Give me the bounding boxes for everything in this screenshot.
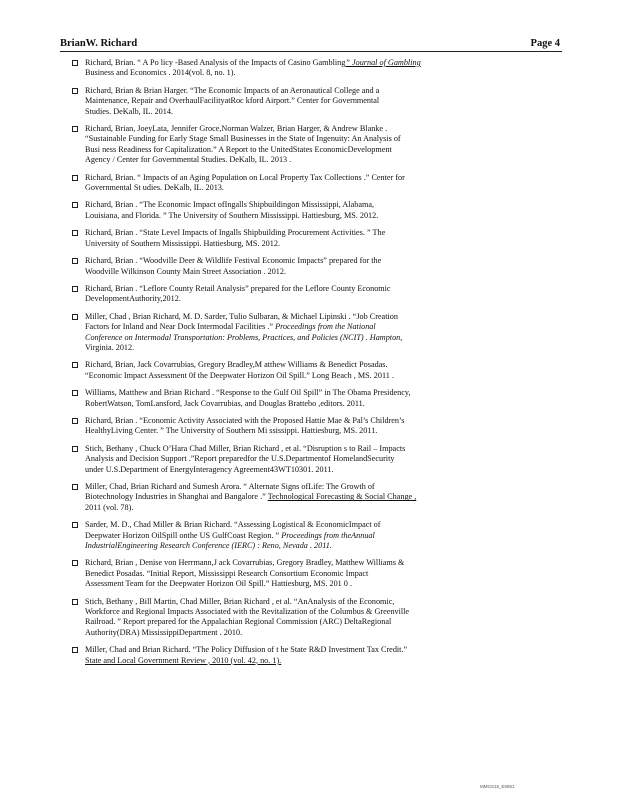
entry-text: Richard, Brian, JoeyLata, Jennifer Groce,Norman Walzer, Brian Harger, & Andrew Blanke . (85, 124, 388, 134)
entry-text: Woodville Wilkinson County Main Street Association . 2012. (85, 266, 287, 276)
publication-entry (72, 444, 562, 475)
entry-text: “Economic Impact Assessment 0f the Deepwater Horizon Oil Spill.” Long Beach , MS. 2011 . (85, 370, 394, 380)
entry-text: Virginia. 2012. (85, 342, 135, 352)
bullet-icon (72, 88, 78, 94)
publication-entry (72, 312, 562, 354)
bullet-icon (72, 230, 78, 236)
entry-text: Williams, Matthew and Brian Richard . “Response to the Gulf Oil Spill” in The Obama Presidency, (85, 388, 411, 398)
bullet-icon (72, 446, 78, 452)
bullet-icon (72, 390, 78, 396)
entry-text: Richard, Brian. “ Impacts of an Aging Population on Local Property Tax Collections .” Center for (85, 172, 405, 182)
entry-text: Miller, Chad and Brian Richard. “The Policy Diffusion of t he State R&D Investment Tax Credit.” (85, 645, 408, 655)
entry-text: Maintenance, Repair and OverhaulFacilityatRoc kford Airport.” Center for Governmental (85, 96, 380, 106)
bullet-icon (72, 286, 78, 292)
bullet-icon (72, 202, 78, 208)
entry-text: Richard, Brian , Denise von Herrmann,J ack Covarrubias, Gregory Bradley, Matthew Williams & (85, 558, 405, 568)
entry-text: Richard, Brian . “The Economic Impact ofIngalls Shipbuildingon Mississippi, Alabama, (85, 200, 375, 210)
entry-text: Factors for Inland and Near Dock Intermodal Facilities .” (85, 322, 274, 332)
bullet-icon (72, 647, 78, 653)
entry-text: Busi ness Readiness for Capitalization.” A Report to the UnitedStates EconomicDevelopment (85, 144, 392, 154)
entry-text: under U.S.Department of EnergyInteragency Agreement43WT10301. 2011. (85, 464, 334, 474)
conference-title: Conference on Intermodal Transportation: Problems, Practices, and Policies (NCIT) . Hampton, (85, 332, 403, 342)
bullet-icon (72, 484, 78, 490)
entry-text: Business and Economics . 2014(vol. 8, no. 1). (85, 68, 236, 78)
journal-title: ” Journal of Gambling (345, 58, 421, 67)
journal-title: State and Local Government Review , 2010 (vol. 42, no. 1). (85, 655, 282, 665)
author-name: BrianW. Richard (60, 38, 138, 49)
publication-entry (72, 558, 562, 589)
entry-text: Richard, Brian & Brian Harger. “The Economic Impacts of an Aeronautical College and a (85, 85, 380, 95)
publication-entry (72, 58, 562, 79)
entry-text: “Sustainable Funding for Early Stage Small Businesses in the State of Ingenuity: An Analysis of (85, 134, 401, 144)
entry-text: Stich, Bethany , Bill Martin, Chad Miller, Brian Richard , et al. “AnAnalysis of the Economic, (85, 596, 395, 606)
entry-text: Analysis and Decision Support .”Report preparedfor the U.S.Departmentof HomelandSecurity (85, 454, 395, 464)
entry-text: Agency / Center for Governmental Studies. DeKalb, IL. 2013 . (85, 155, 292, 165)
publication-list (72, 58, 562, 673)
publication-entry (72, 597, 562, 639)
conference-title: IndustrialEngineering Research Conference (IERC) : Reno, Nevada . 2011. (85, 541, 332, 551)
entry-text: Miller, Chad, Brian Richard and Sumesh Arora. “ Alternate Signs ofLife: The Growth of (85, 482, 375, 491)
entry-text: HealthyLiving Center. ” The University of Southern Mi ssissippi. Hattiesburg, MS. 2011. (85, 426, 378, 436)
publication-entry (72, 86, 562, 117)
bullet-icon (72, 362, 78, 368)
publication-entry (72, 256, 562, 277)
publication-entry (72, 228, 562, 249)
header-divider (60, 51, 562, 52)
entry-text: Governmental St udies. DeKalb, IL. 2013. (85, 183, 224, 193)
entry-text: DevelopmentAuthority,2012. (85, 294, 181, 304)
entry-text: Miller, Chad , Brian Richard, M. D. Sarder, Tulio Sulbaran, & Michael Lipinski . “Job Creation (85, 311, 398, 321)
publication-entry (72, 520, 562, 551)
bullet-icon (72, 258, 78, 264)
document-code: MMGS15_E0851 (480, 784, 515, 789)
entry-text: Richard, Brian . “Economic Activity Associated with the Proposed Hattie Mae & Pal’s Children’s (85, 415, 405, 425)
publication-entry (72, 124, 562, 166)
proceedings-title: Proceedings from the National (275, 322, 376, 332)
bullet-icon (72, 60, 78, 66)
publication-entry (72, 388, 562, 409)
entry-text: Stich, Bethany , Chuck O’Hara Chad Miller, Brian Richard , et al. “Disruption s to Rail – Impacts (85, 443, 406, 453)
entry-text: 2011 (vol. 78). (85, 502, 134, 512)
proceedings-title: Proceedings from theAnnual (281, 530, 375, 540)
entry-text: Workforce and Regional Impacts Associated with the Revitalization of the Columbus & Greenville (85, 607, 410, 617)
entry-text: Authority(DRA) MississippiDepartment . 2010. (85, 627, 243, 637)
publication-entry (72, 284, 562, 305)
publication-entry (72, 173, 562, 194)
entry-text: Benedict Posadas. “Initial Report, Mississippi Research Consortium Economic Impact (85, 568, 369, 578)
bullet-icon (72, 418, 78, 424)
entry-text: Assessment Team for the Deepwater Horizon Oil Spill.” Hattiesburg, MS. 201 0 . (85, 579, 352, 589)
entry-text: Studies. DeKalb, IL. 2014. (85, 106, 174, 116)
publication-entry (72, 645, 562, 666)
entry-text: Richard, Brian . “Woodville Deer & Wildlife Festival Economic Impacts” prepared for the (85, 256, 382, 266)
journal-title: Technological Forecasting & Social Change , (267, 492, 417, 502)
entry-text: Richard, Brian, Jack Covarrubias, Gregory Bradley,M atthew Williams & Benedict Posadas. (85, 360, 388, 370)
publication-entry (72, 200, 562, 221)
publication-entry (72, 482, 562, 513)
entry-text: Deepwater Horizon OilSpill onthe US GulfCoast Region. ” (85, 530, 280, 540)
entry-text: Richard, Brian . “Leflore County Retail Analysis” prepared for the Leflore County Economic (85, 283, 391, 293)
bullet-icon (72, 599, 78, 605)
entry-text: Biotechnology Industries in Shanghai and Bangalore .” (85, 492, 266, 502)
publication-entry (72, 360, 562, 381)
entry-text: Richard, Brian . “State Level Impacts of Ingalls Shipbuilding Procurement Activities. ” The (85, 228, 386, 238)
entry-text: Railroad. ” Report prepared for the Appalachian Regional Commission (ARC) DeltaRegional (85, 617, 392, 627)
page-number: Page 4 (530, 38, 560, 49)
entry-text: RobertWatson, TomLansford, Jack Covarrubias, and Douglas Brattebo ,editors. 2011. (85, 398, 365, 408)
entry-text: Richard, Brian. “ A Po licy -Based Analysis of the Impacts of Casino Gambling (85, 58, 346, 67)
bullet-icon (72, 126, 78, 132)
bullet-icon (72, 522, 78, 528)
entry-text: Sarder, M. D., Chad Miller & Brian Richard. “Assessing Logistical & EconomicImpact of (85, 520, 381, 530)
entry-text: Louisiana, and Florida. ” The University of Southern Mississippi. Hattiesburg, MS. 2012. (85, 210, 379, 220)
entry-text: University of Southern Mississippi. Hattiesburg, MS. 2012. (85, 238, 280, 248)
bullet-icon (72, 560, 78, 566)
bullet-icon (72, 175, 78, 181)
page-header (60, 38, 560, 52)
bullet-icon (72, 314, 78, 320)
publication-entry (72, 416, 562, 437)
